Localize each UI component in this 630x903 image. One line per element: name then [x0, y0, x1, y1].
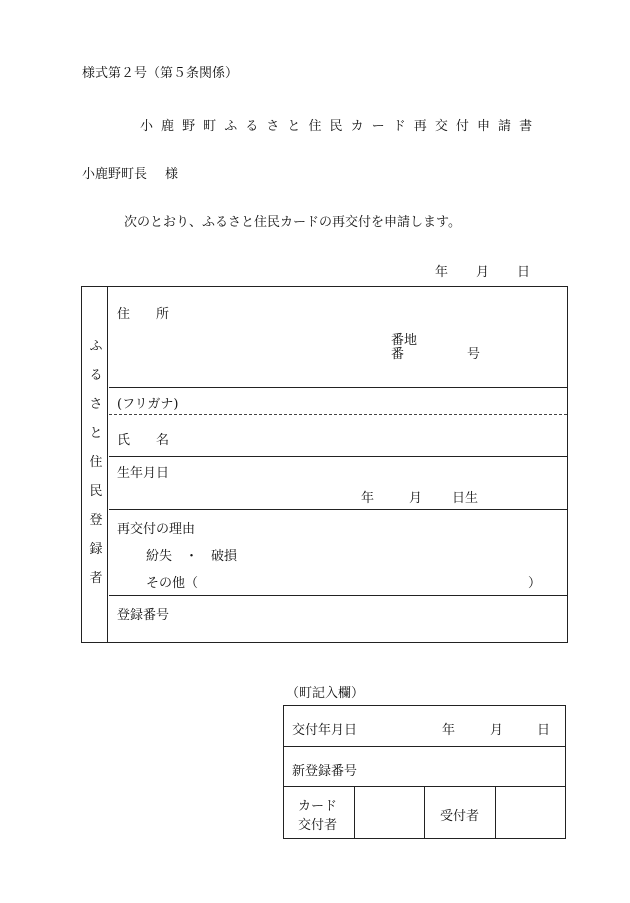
birthdate-label: 生年月日: [117, 466, 170, 481]
addressee: [82, 163, 178, 182]
reason-label: 再交付の理由: [117, 522, 196, 537]
vertical-char: 住: [89, 455, 103, 470]
date-day: 日: [517, 265, 531, 280]
kana-label: (フリガナ): [117, 397, 179, 412]
application-date: [435, 261, 530, 280]
vertical-char: さ: [89, 397, 103, 412]
go-label: 号: [467, 347, 481, 362]
vertical-char: 登: [89, 513, 103, 528]
receiver-label: 受付者: [440, 809, 480, 824]
reason-other-close: ）: [528, 576, 542, 591]
staff-row: [284, 787, 565, 838]
applicant-table: [81, 286, 568, 643]
new-registration-label: 新登録番号: [292, 764, 358, 779]
vertical-char: る: [89, 368, 103, 383]
divider: [424, 787, 425, 838]
banchi-label: 番地: [391, 333, 418, 348]
date-year: 年: [435, 265, 449, 280]
name-label: 氏 名: [117, 433, 170, 448]
town-entry-label: （町記入欄）: [286, 686, 365, 701]
vertical-char: 民: [89, 484, 103, 499]
vertical-char: 録: [89, 542, 103, 557]
birth-year-label: 年: [361, 491, 375, 506]
vertical-char: ふ: [89, 339, 103, 354]
addressee-name: 小鹿野町長: [82, 167, 148, 182]
vertical-label-column: [82, 287, 108, 642]
form-number: 様式第２号（第５条関係）: [82, 66, 239, 81]
issue-day: 日: [537, 723, 551, 738]
issue-date-row[interactable]: [284, 706, 565, 747]
page-title: 小鹿野町ふるさと住民カード再交付申請書: [140, 119, 541, 134]
issue-date-label: 交付年月日: [292, 723, 358, 738]
reason-row[interactable]: [109, 510, 567, 596]
reason-lost-damaged: 紛失 ・ 破損: [146, 549, 238, 564]
kana-row[interactable]: [109, 388, 567, 415]
ban-label: 番: [391, 347, 405, 362]
address-row[interactable]: [109, 287, 567, 388]
birthdate-row[interactable]: [109, 457, 567, 510]
card-issuer-label-line1: カード: [298, 799, 338, 814]
vertical-char: 者: [89, 571, 103, 586]
new-registration-row[interactable]: [284, 747, 565, 787]
birth-day-label: 日生: [452, 491, 479, 506]
name-row[interactable]: [109, 415, 567, 457]
intro-text: 次のとおり、ふるさと住民カードの再交付を申請します。: [124, 215, 461, 230]
issue-year: 年: [442, 723, 456, 738]
receiver-field[interactable]: [496, 787, 565, 838]
date-month: 月: [476, 265, 490, 280]
addressee-honorific: 様: [165, 167, 179, 182]
birth-month-label: 月: [409, 491, 423, 506]
reason-other: その他（: [146, 576, 199, 591]
card-issuer-field[interactable]: [355, 787, 424, 838]
issue-month: 月: [490, 723, 504, 738]
registration-number-label: 登録番号: [117, 608, 170, 623]
town-entry-table: [283, 705, 566, 839]
vertical-char: と: [89, 426, 103, 441]
address-label: 住 所: [117, 307, 170, 322]
registration-number-row[interactable]: [109, 596, 567, 642]
card-issuer-label-line2: 交付者: [298, 818, 338, 833]
